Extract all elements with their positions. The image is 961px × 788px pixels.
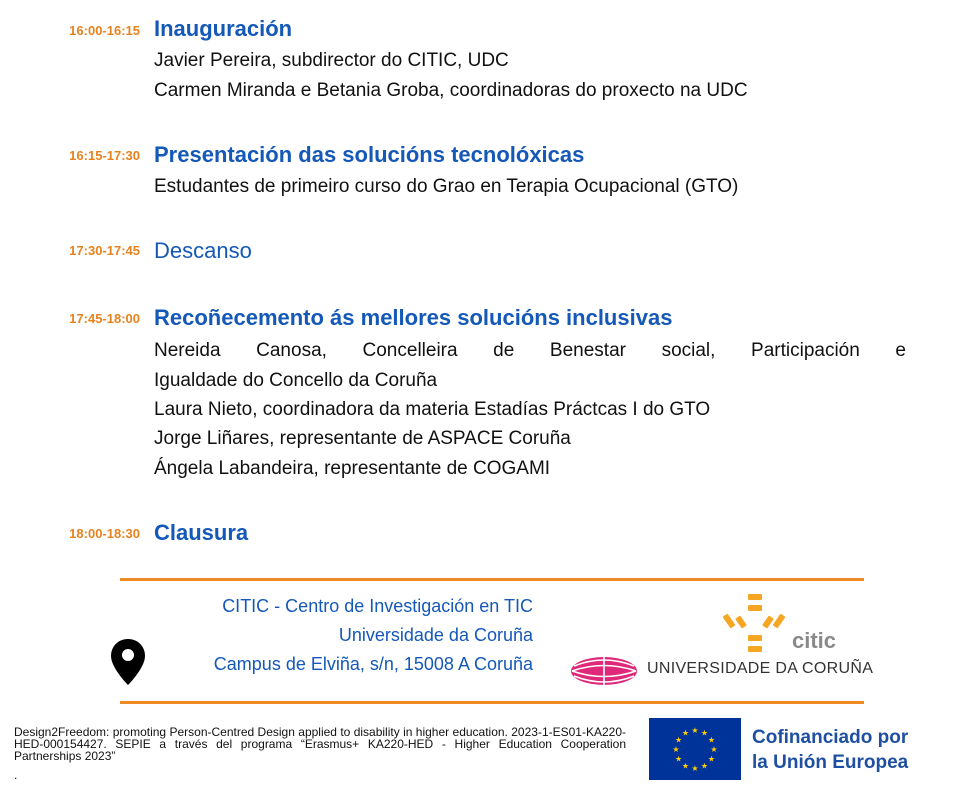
citic-logo-mark (722, 592, 790, 658)
speaker-line: Javier Pereira, subdirector do CITIC, UDC (154, 50, 509, 71)
divider (120, 578, 864, 581)
divider (120, 701, 864, 704)
eu-star: ★ (681, 761, 690, 771)
session-title: Recoñecemento ás mellores solucións inclusivas (154, 305, 673, 330)
eu-star: ★ (691, 764, 699, 773)
time-label: 16:15-17:30 (69, 148, 140, 163)
eu-cofunded-line1: Cofinanciado por (752, 727, 909, 748)
eu-star: ★ (700, 728, 709, 738)
session-title: Descanso (154, 238, 252, 263)
address-line: Universidade da Coruña (338, 625, 533, 645)
time-label: 16:00-16:15 (69, 23, 140, 38)
eu-star: ★ (681, 728, 690, 738)
time-label: 17:30-17:45 (69, 243, 140, 258)
speaker-line: Estudantes de primeiro curso do Grao en Terapia Ocupacional (GTO) (154, 176, 739, 197)
eu-star: ★ (710, 745, 718, 754)
udc-emblem (570, 656, 638, 686)
session-title: Clausura (154, 520, 249, 545)
speaker-line: Carmen Miranda e Betania Groba, coordinadoras do proxecto na UDC (154, 80, 748, 101)
eu-star: ★ (707, 735, 716, 745)
udc-wordmark: UNIVERSIDADE DA CORUÑA (647, 660, 874, 677)
citic-wordmark: citic (792, 628, 837, 653)
location-pin-icon (110, 638, 146, 686)
time-label: 17:45-18:00 (69, 311, 140, 326)
speaker-line: Nereida Canosa, Concelleira de Benestar social, Participación e (154, 340, 906, 361)
eu-flag-icon (649, 718, 741, 780)
session-title: Presentación das solucións tecnolóxicas (154, 142, 585, 167)
eu-star: ★ (674, 735, 683, 745)
session-title: Inauguración (154, 16, 293, 41)
eu-star: ★ (707, 754, 716, 764)
eu-star: ★ (700, 761, 709, 771)
eu-star: ★ (691, 726, 699, 735)
address-line: CITIC - Centro de Investigación en TIC (222, 596, 533, 616)
eu-star: ★ (672, 745, 680, 754)
speaker-line: Jorge Liñares, representante de ASPACE Coruña (154, 428, 571, 449)
footer-dot: . (14, 768, 18, 782)
time-label: 18:00-18:30 (69, 526, 140, 541)
speaker-line: Laura Nieto, coordinadora da materia Estadías Práctcas I do GTO (154, 399, 711, 420)
project-description: Design2Freedom: promoting Person-Centred Design applied to disability in higher education. 2023-1-ES01-KA220-HED-000154427. SEPIE a través del programa “Erasmus+ KA220-HED - Higher Education Cooperation Partnerships 2023” (14, 725, 626, 763)
eu-star: ★ (674, 754, 683, 764)
address-line: Campus de Elviña, s/n, 15008 A Coruña (213, 654, 533, 674)
speaker-line: Igualdade do Concello da Coruña (154, 370, 438, 391)
speaker-line: Ángela Labandeira, representante de COGAMI (154, 458, 551, 479)
eu-cofunded-line2: la Unión Europea (752, 752, 909, 773)
